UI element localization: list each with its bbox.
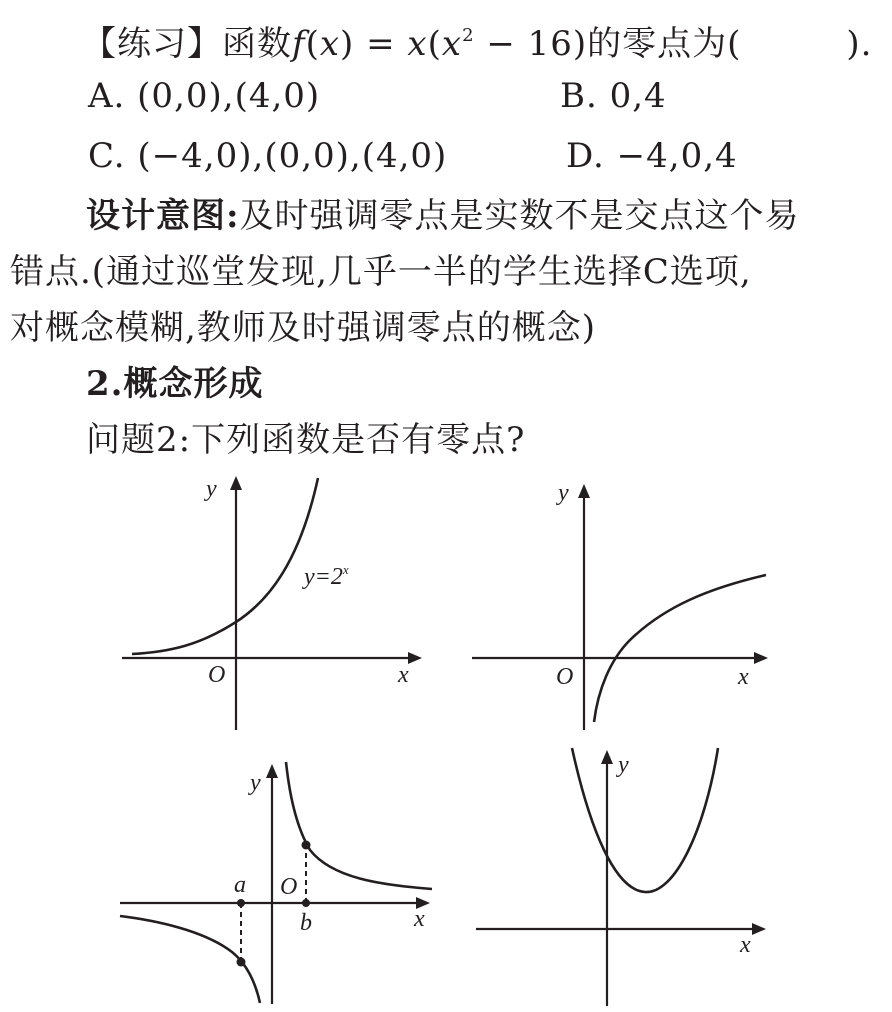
equals: = [354,24,408,64]
g3-y-arrow [266,764,278,778]
g1-curve [132,478,318,654]
function-name: f [292,24,306,64]
g4-curve [572,748,718,892]
g3-point-b-curve [302,841,311,850]
g3-x-label: x [414,906,425,932]
option-c: C. (−4,0),(0,0),(4,0) [88,136,448,176]
design-intent-label: 设计意图: [86,196,240,236]
g3-point-b-axis [302,899,310,907]
option-a: A. (0,0),(4,0) [88,76,321,116]
g4-x-label: x [740,932,751,958]
exponent: 2 [462,25,475,46]
g2-x-label: x [738,664,749,690]
g4-x-arrow [752,923,766,935]
g3-point-a-curve [237,958,246,967]
graph-logarithmic [472,480,768,730]
g1-function-base: y=2 [304,564,343,590]
g2-y-arrow [578,484,590,498]
close-paren: ) [572,24,588,64]
g3-curve-right [286,762,432,889]
option-d: D. −4,0,4 [566,136,738,176]
g1-function-label [302,562,349,590]
g3-origin: O [280,874,298,900]
g1-y-arrow [230,476,242,490]
g1-function-exponent: x [342,562,349,577]
g2-curve [594,575,766,722]
g4-y-arrow [601,750,613,764]
g1-x-arrow [408,652,422,664]
g1-x-label: x [398,662,409,688]
g4-y-label: y [618,752,629,778]
question-2: 问题2:下列函数是否有零点? [86,420,526,460]
graph-hyperbola [120,762,432,1004]
stem-prefix: 函数 [222,24,292,64]
g3-label-b: b [300,910,312,936]
g1-origin: O [208,662,226,688]
section-heading: 2.概念形成 [86,364,264,404]
g2-origin: O [556,664,574,690]
minus-16: − 16 [474,24,573,64]
g2-y-label: y [558,480,569,506]
g1-y-label: y [206,476,217,502]
g3-point-a-axis [237,899,245,907]
practice-label: 【练习】 [82,24,222,64]
g3-y-label: y [250,770,261,796]
g2-x-arrow [754,652,768,664]
x-coef: x [407,24,428,64]
x-var: x [319,24,341,64]
design-intent-line2: 错点.(通过巡堂发现,几乎一半的学生选择C选项, [10,252,752,292]
g3-label-a: a [234,872,246,898]
lparen: ( [305,24,320,64]
open-paren: ( [427,24,442,64]
design-intent-text1: 及时强调零点是实数不是交点这个易 [239,196,800,236]
graph-exponential [122,476,422,730]
graph-parabola [476,748,766,1006]
stem-suffix: 的零点为( ). [587,24,873,64]
x-base: x [441,24,463,64]
option-b: B. 0,4 [560,76,667,116]
rparen: ) [340,24,355,64]
design-intent-line3: 对概念模糊,教师及时强调零点的概念) [10,308,597,348]
